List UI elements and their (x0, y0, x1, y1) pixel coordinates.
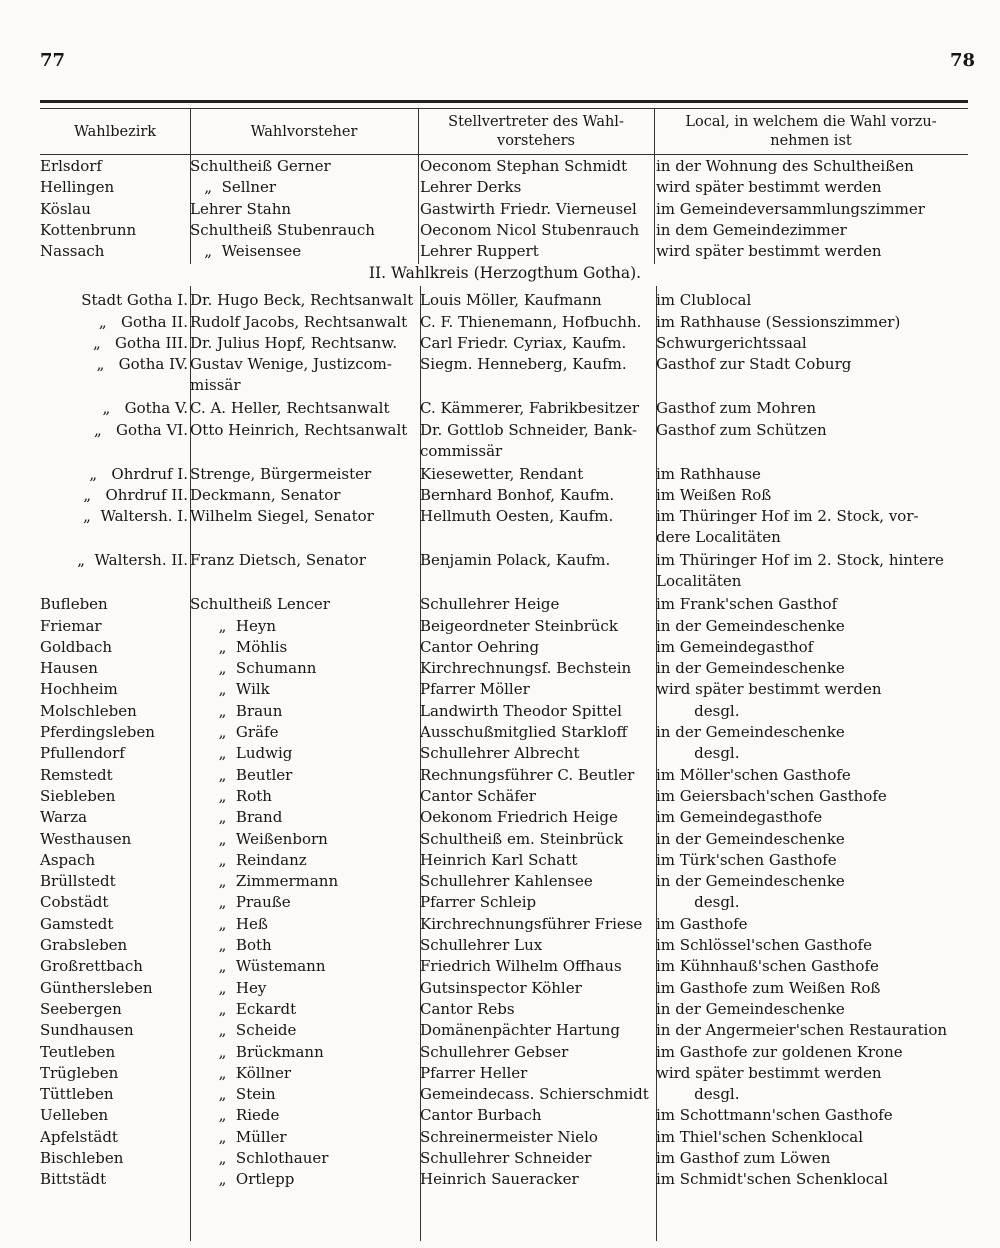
table-row (40, 978, 970, 999)
cell-local: im Thiel'schen Schenklocal (656, 1127, 864, 1146)
cell-wahlvorsteher: Schultheiß Stubenrauch (190, 220, 375, 239)
cell-stellvertreter: Oeconom Stephan Schmidt (420, 157, 628, 175)
cell-stellvertreter: Friedrich Wilhelm Offhaus (420, 957, 622, 976)
column-header-stellvertreter: Stellvertreter des Wahl- vorstehers (448, 114, 624, 149)
column-header-wahlvorsteher: Wahlvorsteher (250, 123, 358, 140)
table-row (40, 850, 970, 871)
cell-wahlbezirk: Tüttleben (40, 1085, 114, 1104)
cell-stellvertreter: Heinrich Saueracker (420, 1170, 579, 1189)
cell-local: in dem Gemeindezimmer (656, 220, 847, 239)
cell-wahlbezirk: Grabsleben (40, 936, 128, 955)
cell-wahlvorsteher: „ Prauße (190, 893, 291, 912)
cell-wahlvorsteher: „ Heyn (190, 616, 277, 635)
cell-wahlbezirk: Köslau (40, 199, 91, 218)
cell-wahlvorsteher: „ Möhlis (190, 637, 288, 656)
cell-wahlbezirk: „ Gotha IV. (96, 355, 188, 374)
table-row (40, 765, 970, 786)
table-row (40, 1042, 970, 1063)
cell-local: Gasthof zum Mohren (656, 399, 816, 418)
cell-local: Schwurgerichtssaal (656, 334, 807, 353)
cell-wahlbezirk: „ Waltersh. II. (77, 551, 188, 570)
cell-local: in der Angermeier'schen Restauration (656, 1021, 948, 1040)
table-row (40, 1084, 970, 1105)
table-row (40, 290, 970, 311)
cell-stellvertreter: Beigeordneter Steinbrück (420, 616, 618, 635)
cell-stellvertreter: Schultheiß em. Steinbrück (420, 829, 624, 848)
table-row (40, 312, 970, 333)
cell-local: in der Gemeindeschenke (656, 659, 845, 678)
cell-wahlvorsteher: „ Weisensee (190, 242, 302, 261)
cell-stellvertreter: Pfarrer Heller (420, 1063, 528, 1082)
cell-wahlvorsteher: „ Stein (190, 1085, 276, 1104)
header-bottom-rule (40, 154, 968, 155)
table-row (40, 637, 970, 658)
cell-wahlvorsteher: Dr. Hugo Beck, Rechtsanwalt (190, 291, 414, 310)
table-row (40, 506, 970, 550)
cell-stellvertreter: Lehrer Ruppert (420, 242, 539, 261)
cell-wahlbezirk: Seebergen (40, 999, 122, 1018)
cell-wahlbezirk: Hochheim (40, 680, 118, 699)
cell-wahlvorsteher: „ Weißenborn (190, 829, 328, 848)
table-row (40, 177, 970, 198)
cell-stellvertreter: Domänenpächter Hartung (420, 1021, 621, 1040)
cell-wahlvorsteher: Dr. Julius Hopf, Rechtsanw. (190, 334, 398, 353)
table-row (40, 871, 970, 892)
cell-local: in der Gemeindeschenke (656, 999, 845, 1018)
cell-wahlvorsteher: Otto Heinrich, Rechtsanwalt (190, 420, 408, 439)
table-row (40, 199, 970, 220)
cell-wahlbezirk: Warza (40, 808, 88, 827)
cell-wahlvorsteher: Schultheiß Gerner (190, 157, 331, 175)
table-row (40, 956, 970, 977)
cell-stellvertreter: Landwirth Theodor Spittel (420, 701, 622, 720)
cell-wahlvorsteher: „ Ortlepp (190, 1170, 295, 1189)
table-row (40, 1063, 970, 1084)
cell-wahlbezirk: Aspach (40, 850, 96, 869)
cell-stellvertreter: Cantor Schäfer (420, 786, 536, 805)
cell-local: desgl. (656, 1085, 740, 1104)
cell-wahlbezirk: Stadt Gotha I. (81, 291, 188, 310)
cell-local: im Gasthofe (656, 914, 748, 933)
table-row (40, 658, 970, 679)
cell-local: im Schlössel'schen Gasthofe (656, 936, 872, 955)
cell-stellvertreter: Bernhard Bonhof, Kaufm. (420, 485, 615, 504)
table-row (40, 420, 970, 464)
cell-stellvertreter: Kirchrechnungsf. Bechstein (420, 659, 632, 678)
cell-wahlbezirk: Bischleben (40, 1148, 124, 1167)
table-row (40, 485, 970, 506)
cell-wahlbezirk: Großrettbach (40, 957, 143, 976)
cell-stellvertreter: Louis Möller, Kaufmann (420, 291, 602, 310)
cell-wahlbezirk: Pfullendorf (40, 744, 125, 763)
page-number-right: 78 (950, 50, 976, 71)
table-row (40, 786, 970, 807)
cell-local: in der Wohnung des Schultheißen (656, 157, 914, 175)
table-row (40, 1148, 970, 1169)
cell-wahlbezirk: „ Waltersh. I. (83, 507, 188, 526)
cell-stellvertreter: Schreinermeister Nielo (420, 1127, 598, 1146)
cell-local: desgl. (656, 744, 740, 763)
table-row (40, 156, 970, 177)
top-rule-thick (40, 100, 968, 103)
cell-local: im Gemeindeversammlungszimmer (656, 199, 925, 218)
cell-local: im Schmidt'schen Schenklocal (656, 1170, 888, 1189)
cell-stellvertreter: Kirchrechnungsführer Friese (420, 914, 643, 933)
cell-local: im Thüringer Hof im 2. Stock, vor- dere Localitäten (656, 507, 919, 547)
table-row (40, 220, 970, 241)
cell-wahlvorsteher: Gustav Wenige, Justizcom- missär (190, 355, 392, 395)
page-number-left: 77 (40, 50, 66, 71)
cell-stellvertreter: Hellmuth Oesten, Kaufm. (420, 507, 614, 526)
cell-wahlvorsteher: „ Schumann (190, 659, 317, 678)
cell-stellvertreter: Cantor Rebs (420, 999, 515, 1018)
cell-stellvertreter: C. F. Thienemann, Hofbuchh. (420, 312, 642, 331)
table-row (40, 829, 970, 850)
cell-wahlvorsteher: Wilhelm Siegel, Senator (190, 507, 374, 526)
cell-stellvertreter: Ausschußmitglied Starkloff (420, 723, 628, 742)
cell-stellvertreter: Cantor Oehring (420, 637, 540, 656)
cell-wahlbezirk: Kottenbrunn (40, 220, 137, 239)
cell-wahlvorsteher: „ Sellner (190, 178, 277, 197)
cell-stellvertreter: Pfarrer Schleip (420, 893, 537, 912)
cell-wahlvorsteher: „ Brand (190, 808, 283, 827)
cell-wahlvorsteher: „ Eckardt (190, 999, 297, 1018)
table-row (40, 999, 970, 1020)
column-header-wahlbezirk: Wahlbezirk (73, 123, 157, 140)
table-row (40, 616, 970, 637)
section-title: II. Wahlkreis (Herzogthum Gotha). (368, 264, 642, 283)
cell-stellvertreter: Gastwirth Friedr. Vierneusel (420, 199, 637, 218)
cell-local: im Rathhause (Sessionszimmer) (656, 312, 901, 331)
cell-local: wird später bestimmt werden (656, 242, 882, 261)
cell-wahlbezirk: Friemar (40, 616, 102, 635)
cell-local: im Gasthofe zur goldenen Krone (656, 1042, 903, 1061)
table-row (40, 914, 970, 935)
cell-wahlvorsteher: „ Müller (190, 1127, 287, 1146)
table-row (40, 594, 970, 615)
cell-local: im Gasthof zum Löwen (656, 1148, 831, 1167)
cell-stellvertreter: Dr. Gottlob Schneider, Bank- commissär (420, 420, 638, 460)
cell-local: wird später bestimmt werden (656, 178, 882, 197)
table-row (40, 333, 970, 354)
cell-local: in der Gemeindeschenke (656, 829, 845, 848)
cell-wahlbezirk: Gamstedt (40, 914, 114, 933)
cell-wahlvorsteher: Strenge, Bürgermeister (190, 464, 372, 483)
cell-wahlbezirk: Siebleben (40, 786, 116, 805)
cell-wahlvorsteher: Lehrer Stahn (190, 199, 292, 218)
table-row (40, 398, 970, 419)
cell-wahlvorsteher: „ Braun (190, 701, 283, 720)
top-rule-thin (40, 108, 968, 109)
cell-wahlvorsteher: „ Wüstemann (190, 957, 326, 976)
cell-wahlvorsteher: Franz Dietsch, Senator (190, 551, 366, 570)
cell-wahlvorsteher: Deckmann, Senator (190, 485, 341, 504)
cell-wahlbezirk: Hausen (40, 659, 98, 678)
cell-stellvertreter: Gutsinspector Köhler (420, 978, 582, 997)
table-row (40, 1020, 970, 1041)
table-row (40, 743, 970, 764)
cell-stellvertreter: Schullehrer Heige (420, 595, 560, 614)
cell-wahlvorsteher: „ Beutler (190, 765, 293, 784)
cell-stellvertreter: Pfarrer Möller (420, 680, 530, 699)
cell-local: wird später bestimmt werden (656, 680, 882, 699)
cell-stellvertreter: Oekonom Friedrich Heige (420, 808, 618, 827)
cell-wahlbezirk: „ Ohrdruf II. (83, 485, 188, 504)
table-row (40, 935, 970, 956)
cell-local: im Clublocal (656, 291, 752, 310)
table-row (40, 1169, 970, 1190)
cell-local: im Kühnhauß'schen Gasthofe (656, 957, 879, 976)
cell-local: im Thüringer Hof im 2. Stock, hintere Localitäten (656, 551, 944, 591)
cell-stellvertreter: Carl Friedr. Cyriax, Kaufm. (420, 334, 627, 353)
cell-wahlvorsteher: C. A. Heller, Rechtsanwalt (190, 399, 390, 418)
cell-wahlvorsteher: „ Köllner (190, 1063, 292, 1082)
cell-local: Gasthof zum Schützen (656, 420, 827, 439)
cell-wahlbezirk: Westhausen (40, 829, 132, 848)
cell-wahlvorsteher: Rudolf Jacobs, Rechtsanwalt (190, 312, 408, 331)
table-row (40, 241, 970, 262)
column-header-local: Local, in welchem die Wahl vorzu- nehmen ist (685, 114, 937, 149)
cell-stellvertreter: Schullehrer Albrecht (420, 744, 580, 763)
cell-stellvertreter: Heinrich Karl Schatt (420, 850, 578, 869)
cell-wahlbezirk: Trügleben (40, 1063, 119, 1082)
cell-wahlbezirk: Apfelstädt (40, 1127, 118, 1146)
table-row (40, 722, 970, 743)
cell-wahlvorsteher: „ Riede (190, 1106, 280, 1125)
cell-wahlbezirk: „ Ohrdruf I. (89, 464, 188, 483)
table-row (40, 1127, 970, 1148)
cell-wahlbezirk: Cobstädt (40, 893, 109, 912)
cell-wahlbezirk: „ Gotha V. (102, 399, 188, 418)
table-row (40, 679, 970, 700)
cell-stellvertreter: Schullehrer Kahlensee (420, 872, 593, 891)
cell-stellvertreter: Oeconom Nicol Stubenrauch (420, 220, 640, 239)
cell-wahlvorsteher: Schultheiß Lencer (190, 595, 330, 614)
cell-stellvertreter: Cantor Burbach (420, 1106, 542, 1125)
cell-wahlvorsteher: „ Zimmermann (190, 872, 339, 891)
cell-wahlbezirk: „ Gotha VI. (93, 420, 188, 439)
cell-wahlbezirk: Nassach (40, 242, 105, 261)
cell-wahlbezirk: Teutleben (40, 1042, 116, 1061)
cell-wahlbezirk: „ Gotha III. (92, 334, 188, 353)
cell-stellvertreter: Benjamin Polack, Kaufm. (420, 551, 611, 570)
cell-wahlbezirk: Pferdingsleben (40, 723, 155, 742)
cell-wahlbezirk: Bittstädt (40, 1170, 107, 1189)
table-row (40, 807, 970, 828)
table-row (40, 1105, 970, 1126)
cell-local: in der Gemeindeschenke (656, 872, 845, 891)
cell-wahlvorsteher: „ Roth (190, 786, 272, 805)
cell-wahlbezirk: Brüllstedt (40, 872, 116, 891)
cell-local: im Weißen Roß (656, 485, 772, 504)
cell-local: im Frank'schen Gasthof (656, 595, 838, 614)
cell-wahlbezirk: Molschleben (40, 701, 137, 720)
cell-wahlvorsteher: „ Heß (190, 914, 268, 933)
cell-wahlvorsteher: „ Scheide (190, 1021, 297, 1040)
cell-stellvertreter: C. Kämmerer, Fabrikbesitzer (420, 399, 640, 418)
cell-wahlbezirk: Sundhausen (40, 1021, 134, 1040)
cell-local: im Gemeindegasthof (656, 637, 814, 656)
cell-wahlbezirk: Goldbach (40, 637, 113, 656)
cell-wahlvorsteher: „ Reindanz (190, 850, 307, 869)
table-row (40, 464, 970, 485)
cell-wahlvorsteher: „ Wilk (190, 680, 270, 699)
cell-wahlbezirk: Remstedt (40, 765, 113, 784)
cell-local: desgl. (656, 701, 740, 720)
cell-wahlbezirk: Günthersleben (40, 978, 153, 997)
cell-stellvertreter: Lehrer Derks (420, 178, 522, 197)
cell-stellvertreter: Schullehrer Lux (420, 936, 543, 955)
cell-local: in der Gemeindeschenke (656, 616, 845, 635)
cell-local: in der Gemeindeschenke (656, 723, 845, 742)
table-row (40, 701, 970, 722)
cell-wahlvorsteher: „ Gräfe (190, 723, 279, 742)
cell-stellvertreter: Gemeindecass. Schierschmidt (420, 1085, 649, 1104)
election-table-body (40, 156, 970, 1191)
cell-wahlbezirk: „ Gotha II. (98, 312, 188, 331)
cell-stellvertreter: Schullehrer Gebser (420, 1042, 569, 1061)
cell-local: im Möller'schen Gasthofe (656, 765, 851, 784)
cell-wahlbezirk: Uelleben (40, 1106, 109, 1125)
cell-wahlbezirk: Bufleben (40, 595, 108, 614)
cell-stellvertreter: Siegm. Henneberg, Kaufm. (420, 355, 627, 374)
cell-wahlvorsteher: „ Schlothauer (190, 1148, 329, 1167)
cell-wahlbezirk: Hellingen (40, 178, 115, 197)
cell-local: im Geiersbach'schen Gasthofe (656, 786, 887, 805)
cell-local: Gasthof zur Stadt Coburg (656, 355, 852, 374)
cell-wahlvorsteher: „ Ludwig (190, 744, 293, 763)
cell-wahlvorsteher: „ Hey (190, 978, 267, 997)
cell-local: im Schottmann'schen Gasthofe (656, 1106, 893, 1125)
table-row (40, 550, 970, 594)
cell-stellvertreter: Schullehrer Schneider (420, 1148, 592, 1167)
cell-stellvertreter: Kiesewetter, Rendant (420, 464, 584, 483)
cell-local: im Gemeindegasthofe (656, 808, 823, 827)
cell-local: desgl. (656, 893, 740, 912)
table-row (40, 354, 970, 398)
cell-stellvertreter: Rechnungsführer C. Beutler (420, 765, 635, 784)
cell-wahlvorsteher: „ Brückmann (190, 1042, 324, 1061)
cell-wahlvorsteher: „ Both (190, 936, 272, 955)
cell-local: im Rathhause (656, 464, 761, 483)
cell-local: wird später bestimmt werden (656, 1063, 882, 1082)
cell-wahlbezirk: Erlsdorf (40, 157, 102, 175)
cell-local: im Türk'schen Gasthofe (656, 850, 837, 869)
cell-local: im Gasthofe zum Weißen Roß (656, 978, 881, 997)
table-row (40, 892, 970, 913)
